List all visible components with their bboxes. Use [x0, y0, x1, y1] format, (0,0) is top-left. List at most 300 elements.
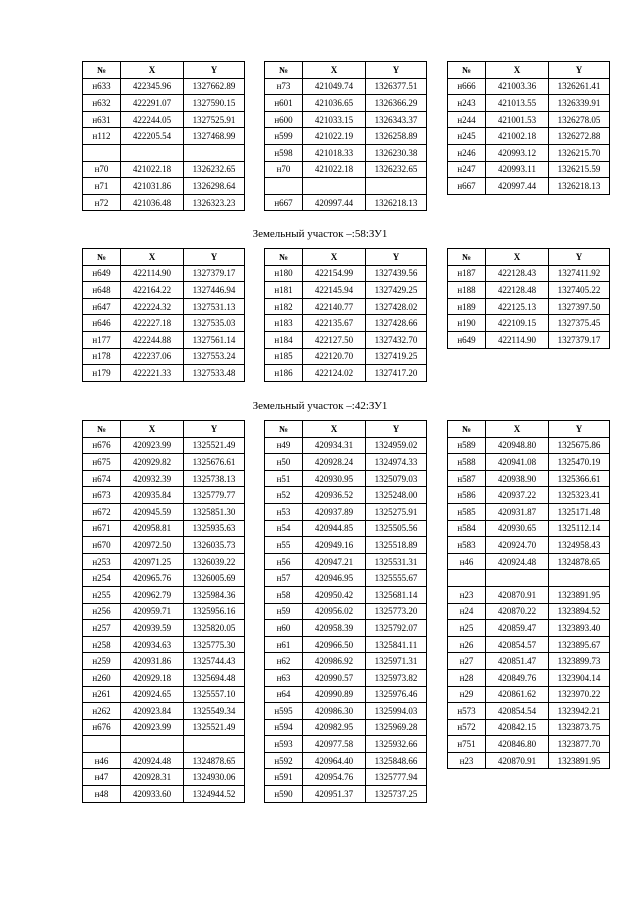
table-row — [83, 331, 245, 348]
point-number — [83, 144, 121, 161]
y-coordinate: 1327553.24 — [184, 348, 245, 365]
y-coordinate: 1323893.40 — [549, 620, 610, 637]
x-coordinate: 420993.11 — [486, 161, 549, 178]
table-row — [265, 78, 427, 95]
x-coordinate: 422128.43 — [486, 265, 549, 282]
x-coordinate: 422128.48 — [486, 282, 549, 299]
x-coordinate: 421001.53 — [486, 111, 549, 128]
y-coordinate: 1325792.07 — [366, 620, 427, 637]
table-row — [265, 128, 427, 145]
y-coordinate: 1325984.36 — [184, 586, 245, 603]
point-number: н177 — [83, 331, 121, 348]
table-row — [83, 282, 245, 299]
x-coordinate: 420954.76 — [303, 769, 366, 786]
point-number: н243 — [448, 95, 486, 112]
header-x: X — [486, 249, 549, 266]
point-number: н24 — [448, 603, 486, 620]
point-number: н51 — [265, 470, 303, 487]
table-row — [448, 553, 610, 570]
point-number: н672 — [83, 503, 121, 520]
x-coordinate: 420923.99 — [121, 437, 184, 454]
table-row — [83, 78, 245, 95]
point-number: н23 — [448, 752, 486, 769]
table-row — [265, 653, 427, 670]
point-number: н632 — [83, 95, 121, 112]
table-row — [83, 769, 245, 786]
table-row — [448, 603, 610, 620]
table-row — [448, 454, 610, 471]
table-row — [448, 111, 610, 128]
table-row — [83, 348, 245, 365]
x-coordinate: 420997.44 — [486, 178, 549, 195]
point-number: н46 — [448, 553, 486, 570]
y-coordinate: 1327428.66 — [366, 315, 427, 332]
header-y: Y — [549, 62, 610, 79]
y-coordinate — [184, 736, 245, 753]
x-coordinate: 420924.48 — [121, 752, 184, 769]
x-coordinate: 420870.22 — [486, 603, 549, 620]
x-coordinate: 420859.47 — [486, 620, 549, 637]
x-coordinate: 420924.48 — [486, 553, 549, 570]
y-coordinate: 1326343.37 — [366, 111, 427, 128]
y-coordinate: 1326258.89 — [366, 128, 427, 145]
point-number: н261 — [83, 686, 121, 703]
y-coordinate: 1325994.03 — [366, 703, 427, 720]
x-coordinate: 420956.02 — [303, 603, 366, 620]
table-row — [265, 178, 427, 195]
point-number: н56 — [265, 553, 303, 570]
table-row — [448, 78, 610, 95]
y-coordinate: 1324944.52 — [184, 786, 245, 803]
table-row — [265, 736, 427, 753]
x-coordinate: 420977.58 — [303, 736, 366, 753]
y-coordinate: 1325555.67 — [366, 570, 427, 587]
y-coordinate: 1327525.91 — [184, 111, 245, 128]
x-coordinate: 421049.74 — [303, 78, 366, 95]
table-row — [265, 719, 427, 736]
x-coordinate: 420930.95 — [303, 470, 366, 487]
point-number: н671 — [83, 520, 121, 537]
x-coordinate: 422145.94 — [303, 282, 366, 299]
x-coordinate: 420966.50 — [303, 636, 366, 653]
y-coordinate: 1323877.70 — [549, 736, 610, 753]
x-coordinate: 422227.18 — [121, 315, 184, 332]
point-number: н675 — [83, 454, 121, 471]
point-number: н180 — [265, 265, 303, 282]
table-row — [83, 603, 245, 620]
point-number: н61 — [265, 636, 303, 653]
section-title: Земельный участок –:42:ЗУ1 — [252, 400, 388, 412]
point-number: н60 — [265, 620, 303, 637]
point-number: н179 — [83, 365, 121, 382]
point-number: н647 — [83, 298, 121, 315]
x-coordinate: 422164.22 — [121, 282, 184, 299]
table-row — [265, 315, 427, 332]
x-coordinate: 420990.89 — [303, 686, 366, 703]
table-row — [265, 586, 427, 603]
y-coordinate: 1325848.66 — [366, 752, 427, 769]
y-coordinate: 1325557.10 — [184, 686, 245, 703]
table-row — [83, 454, 245, 471]
table-row — [83, 178, 245, 195]
header-x: X — [303, 421, 366, 438]
header-y: Y — [549, 421, 610, 438]
y-coordinate: 1325773.20 — [366, 603, 427, 620]
coordinates-table — [264, 61, 427, 211]
x-coordinate — [121, 144, 184, 161]
point-number: н599 — [265, 128, 303, 145]
table-row — [83, 161, 245, 178]
y-coordinate: 1326035.73 — [184, 537, 245, 554]
table-row — [448, 703, 610, 720]
x-coordinate: 422135.67 — [303, 315, 366, 332]
header-x: X — [486, 421, 549, 438]
y-coordinate: 1325935.63 — [184, 520, 245, 537]
table-row — [448, 503, 610, 520]
x-coordinate: 420986.30 — [303, 703, 366, 720]
point-number: н262 — [83, 703, 121, 720]
y-coordinate: 1325676.61 — [184, 454, 245, 471]
point-number: н28 — [448, 669, 486, 686]
y-coordinate: 1326215.59 — [549, 161, 610, 178]
table-row — [265, 752, 427, 769]
x-coordinate: 421022.19 — [303, 128, 366, 145]
y-coordinate: 1323970.22 — [549, 686, 610, 703]
point-number: н183 — [265, 315, 303, 332]
header-y: Y — [184, 421, 245, 438]
point-number: н46 — [83, 752, 121, 769]
table-row — [448, 586, 610, 603]
point-number: н52 — [265, 487, 303, 504]
x-coordinate: 420962.79 — [121, 586, 184, 603]
table-row — [448, 636, 610, 653]
x-coordinate: 420986.92 — [303, 653, 366, 670]
point-number: н253 — [83, 553, 121, 570]
coordinates-table — [82, 248, 245, 382]
header-y: Y — [184, 62, 245, 79]
x-coordinate: 420861.62 — [486, 686, 549, 703]
y-coordinate: 1325779.77 — [184, 487, 245, 504]
x-coordinate: 421022.18 — [303, 161, 366, 178]
header-num: № — [83, 421, 121, 438]
x-coordinate: 422140.77 — [303, 298, 366, 315]
table-row — [448, 520, 610, 537]
x-coordinate: 420929.82 — [121, 454, 184, 471]
table-row — [265, 95, 427, 112]
x-coordinate: 422224.32 — [121, 298, 184, 315]
table-row — [83, 194, 245, 211]
table-row — [83, 520, 245, 537]
y-coordinate: 1325851.30 — [184, 503, 245, 520]
point-number: н70 — [83, 161, 121, 178]
point-number: н676 — [83, 437, 121, 454]
header-num: № — [83, 249, 121, 266]
table-row — [265, 331, 427, 348]
point-number: н598 — [265, 144, 303, 161]
y-coordinate: 1325521.49 — [184, 719, 245, 736]
y-coordinate: 1323894.52 — [549, 603, 610, 620]
table-row — [448, 144, 610, 161]
table-row — [83, 470, 245, 487]
y-coordinate: 1325694.48 — [184, 669, 245, 686]
table-row — [265, 786, 427, 803]
point-number: н187 — [448, 265, 486, 282]
x-coordinate: 420959.71 — [121, 603, 184, 620]
y-coordinate: 1326005.69 — [184, 570, 245, 587]
table-row — [265, 487, 427, 504]
x-coordinate: 420944.85 — [303, 520, 366, 537]
y-coordinate: 1325323.41 — [549, 487, 610, 504]
point-number: н57 — [265, 570, 303, 587]
y-coordinate: 1326339.91 — [549, 95, 610, 112]
table-row — [83, 95, 245, 112]
table-row — [448, 265, 610, 282]
point-number: н258 — [83, 636, 121, 653]
y-coordinate: 1325079.03 — [366, 470, 427, 487]
y-coordinate: 1326298.64 — [184, 178, 245, 195]
point-number: н595 — [265, 703, 303, 720]
point-number: н649 — [83, 265, 121, 282]
x-coordinate: 420997.44 — [303, 194, 366, 211]
y-coordinate: 1327468.99 — [184, 128, 245, 145]
y-coordinate: 1327561.14 — [184, 331, 245, 348]
table-row — [448, 282, 610, 299]
table-row — [83, 570, 245, 587]
y-coordinate: 1325505.56 — [366, 520, 427, 537]
table-row — [265, 298, 427, 315]
point-number: н71 — [83, 178, 121, 195]
table-row — [83, 503, 245, 520]
y-coordinate: 1326261.41 — [549, 78, 610, 95]
x-coordinate: 420933.60 — [121, 786, 184, 803]
point-number: н190 — [448, 315, 486, 332]
y-coordinate: 1327535.03 — [184, 315, 245, 332]
x-coordinate: 420923.84 — [121, 703, 184, 720]
point-number: н47 — [83, 769, 121, 786]
table-row — [448, 653, 610, 670]
point-number: н670 — [83, 537, 121, 554]
y-coordinate: 1327419.25 — [366, 348, 427, 365]
x-coordinate — [303, 178, 366, 195]
point-number: н255 — [83, 586, 121, 603]
point-number: н256 — [83, 603, 121, 620]
point-number: н586 — [448, 487, 486, 504]
y-coordinate: 1327417.20 — [366, 365, 427, 382]
point-number: н674 — [83, 470, 121, 487]
x-coordinate: 420870.91 — [486, 586, 549, 603]
point-number: н259 — [83, 653, 121, 670]
y-coordinate: 1327590.15 — [184, 95, 245, 112]
table-row — [83, 653, 245, 670]
point-number: н245 — [448, 128, 486, 145]
table-row — [265, 686, 427, 703]
point-number: н585 — [448, 503, 486, 520]
x-coordinate: 420945.59 — [121, 503, 184, 520]
x-coordinate: 420949.16 — [303, 537, 366, 554]
table-row — [265, 520, 427, 537]
x-coordinate: 422237.06 — [121, 348, 184, 365]
y-coordinate: 1325675.86 — [549, 437, 610, 454]
table-row — [448, 686, 610, 703]
table-row — [265, 454, 427, 471]
x-coordinate: 422244.88 — [121, 331, 184, 348]
y-coordinate: 1327428.02 — [366, 298, 427, 315]
coordinates-table — [447, 61, 610, 195]
table-row — [265, 636, 427, 653]
table-row — [448, 669, 610, 686]
point-number: н593 — [265, 736, 303, 753]
point-number: н112 — [83, 128, 121, 145]
y-coordinate: 1327439.56 — [366, 265, 427, 282]
point-number: н254 — [83, 570, 121, 587]
point-number: н186 — [265, 365, 303, 382]
table-row — [83, 703, 245, 720]
header-x: X — [121, 62, 184, 79]
y-coordinate: 1323873.75 — [549, 719, 610, 736]
point-number: н751 — [448, 736, 486, 753]
y-coordinate: 1326366.29 — [366, 95, 427, 112]
point-number: н673 — [83, 487, 121, 504]
x-coordinate: 420965.76 — [121, 570, 184, 587]
y-coordinate: 1323891.95 — [549, 752, 610, 769]
y-coordinate: 1324878.65 — [549, 553, 610, 570]
point-number: н676 — [83, 719, 121, 736]
x-coordinate: 422114.90 — [486, 331, 549, 348]
y-coordinate: 1326218.13 — [366, 194, 427, 211]
table-row — [265, 265, 427, 282]
header-x: X — [303, 249, 366, 266]
point-number: н247 — [448, 161, 486, 178]
x-coordinate: 421022.18 — [121, 161, 184, 178]
header-num: № — [265, 421, 303, 438]
y-coordinate: 1325518.89 — [366, 537, 427, 554]
y-coordinate: 1325112.14 — [549, 520, 610, 537]
table-row — [448, 719, 610, 736]
x-coordinate: 420854.54 — [486, 703, 549, 720]
point-number: н601 — [265, 95, 303, 112]
point-number: н667 — [448, 178, 486, 195]
table-row — [83, 265, 245, 282]
point-number: н23 — [448, 586, 486, 603]
y-coordinate: 1323899.73 — [549, 653, 610, 670]
point-number: н260 — [83, 669, 121, 686]
x-coordinate: 420947.21 — [303, 553, 366, 570]
point-number: н25 — [448, 620, 486, 637]
x-coordinate: 420982.95 — [303, 719, 366, 736]
table-row — [448, 570, 610, 587]
table-row — [265, 470, 427, 487]
point-number: н591 — [265, 769, 303, 786]
y-coordinate: 1324959.02 — [366, 437, 427, 454]
x-coordinate: 420990.57 — [303, 669, 366, 686]
point-number: н59 — [265, 603, 303, 620]
point-number: н244 — [448, 111, 486, 128]
y-coordinate: 1325737.25 — [366, 786, 427, 803]
point-number: н50 — [265, 454, 303, 471]
x-coordinate: 421036.65 — [303, 95, 366, 112]
point-number: н587 — [448, 470, 486, 487]
x-coordinate: 421003.36 — [486, 78, 549, 95]
x-coordinate: 420870.91 — [486, 752, 549, 769]
coordinates-table — [82, 420, 245, 803]
point-number: н594 — [265, 719, 303, 736]
table-row — [448, 752, 610, 769]
x-coordinate: 420931.86 — [121, 653, 184, 670]
coordinates-table — [264, 420, 427, 803]
point-number: н573 — [448, 703, 486, 720]
y-coordinate: 1327429.25 — [366, 282, 427, 299]
x-coordinate: 421018.33 — [303, 144, 366, 161]
table-row — [265, 194, 427, 211]
x-coordinate: 422120.70 — [303, 348, 366, 365]
table-row — [448, 178, 610, 195]
coordinates-table — [264, 248, 427, 382]
x-coordinate: 422125.13 — [486, 298, 549, 315]
table-row — [83, 786, 245, 803]
y-coordinate: 1327379.17 — [549, 331, 610, 348]
y-coordinate: 1324930.06 — [184, 769, 245, 786]
y-coordinate: 1326215.70 — [549, 144, 610, 161]
x-coordinate: 420935.84 — [121, 487, 184, 504]
y-coordinate: 1327375.45 — [549, 315, 610, 332]
header-num: № — [448, 421, 486, 438]
point-number: н184 — [265, 331, 303, 348]
table-row — [448, 128, 610, 145]
x-coordinate: 420937.22 — [486, 487, 549, 504]
y-coordinate: 1325820.05 — [184, 620, 245, 637]
point-number: н58 — [265, 586, 303, 603]
point-number: н649 — [448, 331, 486, 348]
x-coordinate: 420851.47 — [486, 653, 549, 670]
x-coordinate: 420849.76 — [486, 669, 549, 686]
point-number: н667 — [265, 194, 303, 211]
y-coordinate — [184, 144, 245, 161]
x-coordinate: 420932.39 — [121, 470, 184, 487]
point-number: н600 — [265, 111, 303, 128]
point-number: н54 — [265, 520, 303, 537]
y-coordinate: 1325976.46 — [366, 686, 427, 703]
x-coordinate: 422205.54 — [121, 128, 184, 145]
table-row — [265, 669, 427, 686]
x-coordinate: 422114.90 — [121, 265, 184, 282]
table-row — [448, 736, 610, 753]
y-coordinate: 1326278.05 — [549, 111, 610, 128]
header-y: Y — [366, 249, 427, 266]
x-coordinate: 420842.15 — [486, 719, 549, 736]
table-row — [83, 365, 245, 382]
point-number: н631 — [83, 111, 121, 128]
y-coordinate: 1323891.95 — [549, 586, 610, 603]
point-number: н63 — [265, 669, 303, 686]
table-row — [265, 537, 427, 554]
point-number: н62 — [265, 653, 303, 670]
y-coordinate: 1327411.92 — [549, 265, 610, 282]
table-row — [448, 620, 610, 637]
point-number: н588 — [448, 454, 486, 471]
x-coordinate: 420936.52 — [303, 487, 366, 504]
table-row — [448, 470, 610, 487]
header-num: № — [448, 249, 486, 266]
x-coordinate: 422124.02 — [303, 365, 366, 382]
y-coordinate: 1325841.11 — [366, 636, 427, 653]
y-coordinate: 1326272.88 — [549, 128, 610, 145]
table-row — [83, 144, 245, 161]
x-coordinate: 420941.08 — [486, 454, 549, 471]
y-coordinate: 1325531.31 — [366, 553, 427, 570]
table-row — [83, 437, 245, 454]
table-row — [83, 537, 245, 554]
y-coordinate: 1325969.28 — [366, 719, 427, 736]
